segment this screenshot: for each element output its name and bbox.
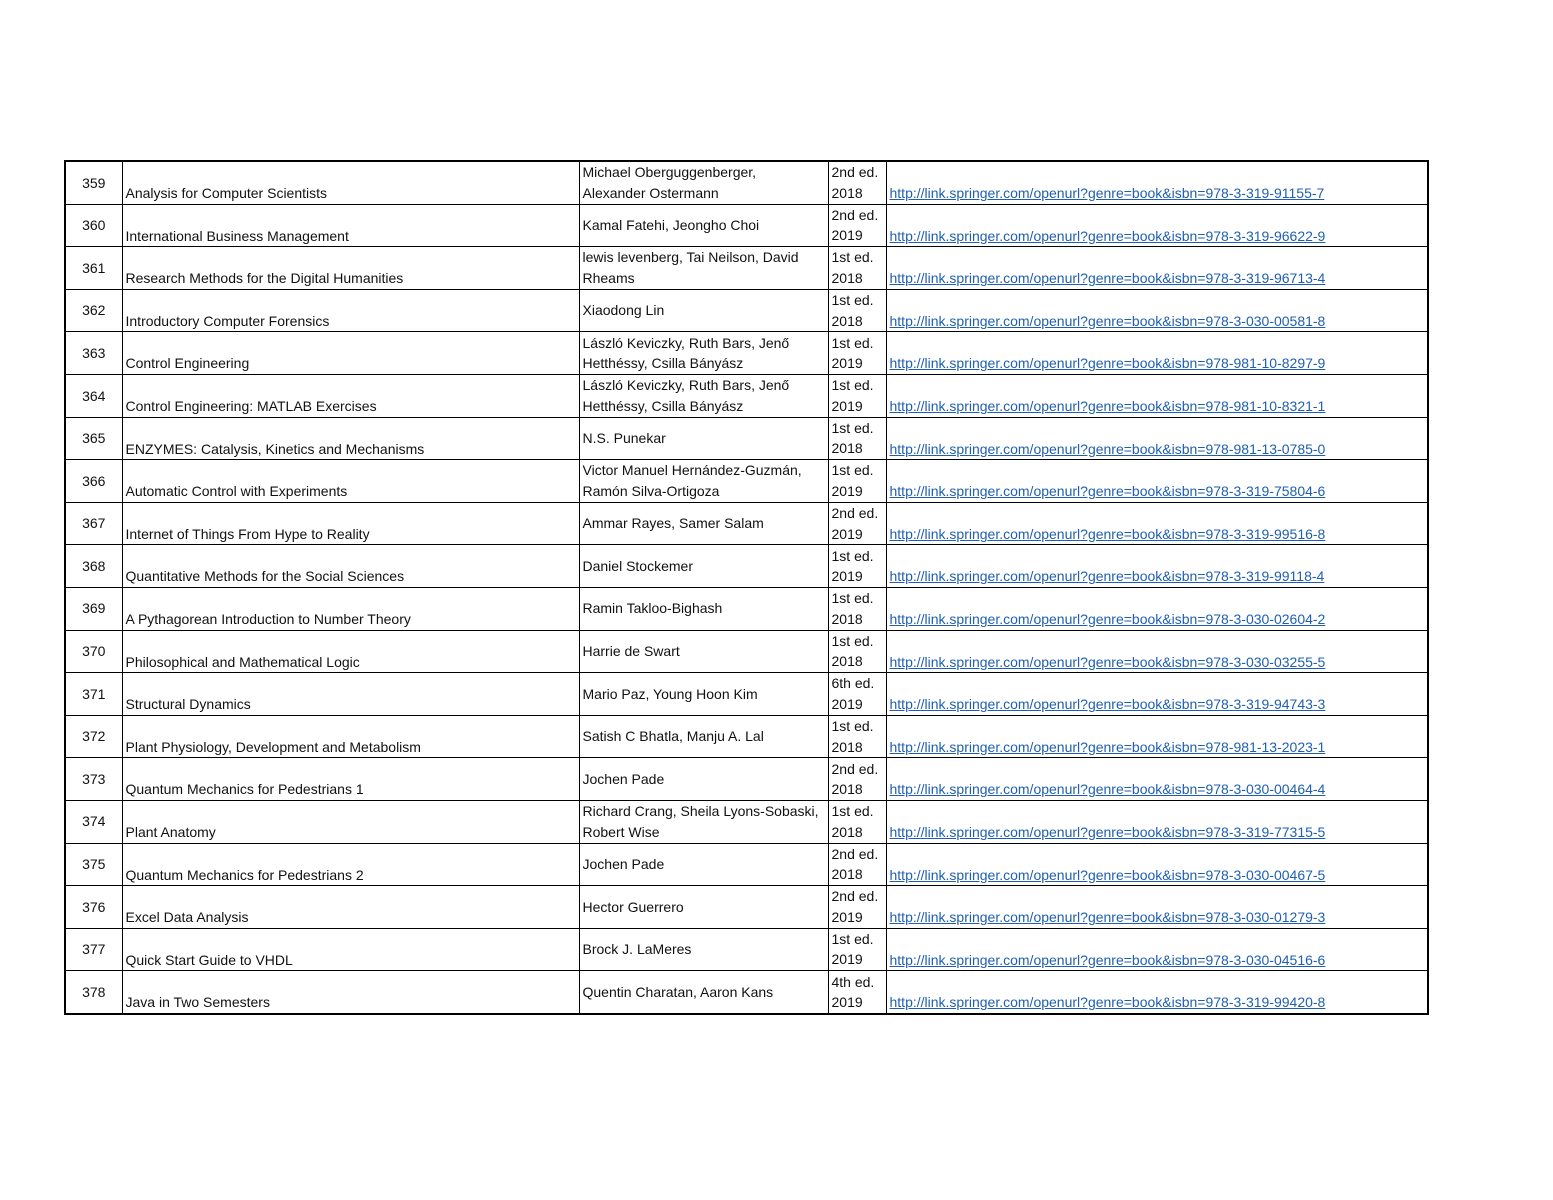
- edition: 1st ed.: [831, 590, 874, 607]
- edition: 1st ed.: [831, 419, 874, 436]
- table-row: [65, 630, 1428, 673]
- book-title: Structural Dynamics: [122, 673, 579, 716]
- authors-line-1: László Keviczky, Ruth Bars, Jenő: [582, 334, 790, 351]
- table-row: [65, 715, 1428, 758]
- table-row: [65, 673, 1428, 716]
- year: 2019: [831, 227, 863, 244]
- edition: 1st ed.: [831, 803, 874, 820]
- book-title: Java in Two Semesters: [122, 971, 579, 1014]
- row-number: 359: [65, 161, 122, 204]
- authors-line-1: lewis levenberg, Tai Neilson, David: [582, 249, 799, 266]
- book-link[interactable]: http://link.springer.com/openurl?genre=book&isbn=978-3-030-00467-5: [889, 866, 1326, 883]
- book-link[interactable]: http://link.springer.com/openurl?genre=book&isbn=978-981-13-0785-0: [889, 440, 1326, 457]
- book-link[interactable]: http://link.springer.com/openurl?genre=book&isbn=978-3-319-99118-4: [889, 568, 1325, 585]
- book-link[interactable]: http://link.springer.com/openurl?genre=book&isbn=978-3-030-03255-5: [889, 653, 1326, 670]
- book-link[interactable]: http://link.springer.com/openurl?genre=book&isbn=978-3-319-94743-3: [889, 696, 1326, 713]
- book-authors: [579, 161, 828, 204]
- book-table-container: [64, 160, 1427, 1015]
- table-row: [65, 545, 1428, 588]
- book-link-cell: [886, 289, 1428, 332]
- edition: 1st ed.: [831, 249, 874, 266]
- book-title: Introductory Computer Forensics: [122, 289, 579, 332]
- book-title: Plant Anatomy: [122, 800, 579, 843]
- edition: 2nd ed.: [831, 845, 879, 862]
- authors-line-2: Rheams: [582, 269, 635, 286]
- edition: 2nd ed.: [831, 760, 879, 777]
- book-edition-year: [828, 289, 886, 332]
- edition: 1st ed.: [831, 292, 874, 309]
- book-title: Research Methods for the Digital Humanities: [122, 247, 579, 290]
- row-number: 361: [65, 247, 122, 290]
- book-title: Quantum Mechanics for Pedestrians 1: [122, 758, 579, 801]
- edition: 1st ed.: [831, 462, 874, 479]
- book-link-cell: [886, 928, 1428, 971]
- authors-line-2: Ammar Rayes, Samer Salam: [582, 515, 764, 532]
- book-link[interactable]: http://link.springer.com/openurl?genre=book&isbn=978-981-10-8321-1: [889, 398, 1326, 415]
- book-link-cell: [886, 758, 1428, 801]
- book-edition-year: [828, 758, 886, 801]
- book-authors: [579, 204, 828, 247]
- book-link[interactable]: http://link.springer.com/openurl?genre=book&isbn=978-981-13-2023-1: [889, 738, 1326, 755]
- edition: 1st ed.: [831, 632, 874, 649]
- book-authors: [579, 502, 828, 545]
- book-edition-year: [828, 971, 886, 1014]
- book-title: Control Engineering: MATLAB Exercises: [122, 374, 579, 417]
- table-row: [65, 374, 1428, 417]
- book-title: Analysis for Computer Scientists: [122, 161, 579, 204]
- book-authors: [579, 758, 828, 801]
- book-title: International Business Management: [122, 204, 579, 247]
- book-link[interactable]: http://link.springer.com/openurl?genre=book&isbn=978-3-319-77315-5: [889, 824, 1326, 840]
- year: 2019: [831, 568, 863, 585]
- book-link[interactable]: http://link.springer.com/openurl?genre=book&isbn=978-3-030-00581-8: [889, 312, 1326, 329]
- book-link-cell: [886, 460, 1428, 503]
- edition: 6th ed.: [831, 675, 875, 692]
- row-number: 368: [65, 545, 122, 588]
- edition: 1st ed.: [831, 718, 874, 735]
- book-authors: [579, 886, 828, 929]
- book-link[interactable]: http://link.springer.com/openurl?genre=book&isbn=978-981-10-8297-9: [889, 355, 1326, 372]
- table-row: [65, 460, 1428, 503]
- book-edition-year: [828, 460, 886, 503]
- year: 2018: [831, 823, 863, 840]
- book-title: Control Engineering: [122, 332, 579, 375]
- book-link-cell: [886, 587, 1428, 630]
- book-link-cell: [886, 800, 1428, 843]
- book-edition-year: [828, 928, 886, 971]
- row-number: 360: [65, 204, 122, 247]
- table-row: [65, 758, 1428, 801]
- book-title: Quantum Mechanics for Pedestrians 2: [122, 843, 579, 886]
- authors-line-1: Michael Oberguggenberger,: [582, 164, 757, 181]
- book-link-cell: [886, 715, 1428, 758]
- edition: 2nd ed.: [831, 505, 879, 522]
- edition: 2nd ed.: [831, 888, 879, 905]
- edition: 1st ed.: [831, 334, 874, 351]
- book-authors: [579, 417, 828, 460]
- table-row: [65, 843, 1428, 886]
- book-edition-year: [828, 843, 886, 886]
- book-title: A Pythagorean Introduction to Number Theory: [122, 587, 579, 630]
- year: 2019: [831, 482, 863, 499]
- row-number: 370: [65, 630, 122, 673]
- authors-line-2: N.S. Punekar: [582, 430, 666, 447]
- book-link-cell: [886, 971, 1428, 1014]
- authors-line-1: László Keviczky, Ruth Bars, Jenő: [582, 377, 790, 394]
- table-row: [65, 204, 1428, 247]
- authors-line-2: Brock J. LaMeres: [582, 941, 692, 958]
- book-link-cell: [886, 161, 1428, 204]
- row-number: 377: [65, 928, 122, 971]
- table-row: [65, 971, 1428, 1014]
- book-authors: [579, 843, 828, 886]
- book-link-cell: [886, 374, 1428, 417]
- authors-line-2: Harrie de Swart: [582, 643, 680, 660]
- book-authors: [579, 374, 828, 417]
- year: 2018: [831, 312, 863, 329]
- book-link-cell: [886, 417, 1428, 460]
- table-row: [65, 886, 1428, 929]
- year: 2019: [831, 355, 863, 372]
- edition: 2nd ed.: [831, 206, 879, 223]
- book-authors: [579, 928, 828, 971]
- book-edition-year: [828, 587, 886, 630]
- authors-line-2: Mario Paz, Young Hoon Kim: [582, 685, 758, 702]
- year: 2018: [831, 866, 863, 883]
- book-link-cell: [886, 545, 1428, 588]
- year: 2019: [831, 908, 863, 925]
- book-link[interactable]: http://link.springer.com/openurl?genre=book&isbn=978-3-319-96622-9: [889, 227, 1326, 244]
- authors-line-2: Jochen Pade: [582, 856, 665, 873]
- book-edition-year: [828, 332, 886, 375]
- authors-line-2: Quentin Charatan, Aaron Kans: [582, 983, 774, 1000]
- book-title: Quantitative Methods for the Social Sciences: [122, 545, 579, 588]
- row-number: 364: [65, 374, 122, 417]
- book-link[interactable]: http://link.springer.com/openurl?genre=book&isbn=978-3-319-99516-8: [889, 525, 1326, 542]
- row-number: 372: [65, 715, 122, 758]
- book-link-cell: [886, 247, 1428, 290]
- row-number: 367: [65, 502, 122, 545]
- row-number: 373: [65, 758, 122, 801]
- authors-line-2: Xiaodong Lin: [582, 302, 665, 319]
- book-link[interactable]: http://link.springer.com/openurl?genre=book&isbn=978-3-030-00464-4: [889, 781, 1326, 798]
- book-authors: [579, 332, 828, 375]
- row-number: 365: [65, 417, 122, 460]
- table-row: [65, 417, 1428, 460]
- year: 2019: [831, 994, 863, 1011]
- authors-line-2: Ramón Silva-Ortigoza: [582, 482, 720, 499]
- book-title: Plant Physiology, Development and Metabolism: [122, 715, 579, 758]
- table-row: [65, 247, 1428, 290]
- row-number: 362: [65, 289, 122, 332]
- row-number: 375: [65, 843, 122, 886]
- year: 2018: [831, 738, 863, 755]
- year: 2019: [831, 397, 863, 414]
- book-authors: [579, 587, 828, 630]
- authors-line-1: Richard Crang, Sheila Lyons-Sobaski,: [582, 803, 819, 820]
- book-link[interactable]: http://link.springer.com/openurl?genre=book&isbn=978-3-319-91155-7: [889, 185, 1325, 202]
- authors-line-2: Daniel Stockemer: [582, 557, 693, 574]
- book-edition-year: [828, 886, 886, 929]
- book-title: Excel Data Analysis: [122, 886, 579, 929]
- year: 2018: [831, 653, 863, 670]
- book-edition-year: [828, 417, 886, 460]
- edition: 1st ed.: [831, 930, 874, 947]
- book-link[interactable]: http://link.springer.com/openurl?genre=book&isbn=978-3-030-04516-6: [889, 951, 1326, 968]
- authors-line-2: Robert Wise: [582, 823, 660, 840]
- year: 2019: [831, 951, 863, 968]
- book-authors: [579, 247, 828, 290]
- book-edition-year: [828, 204, 886, 247]
- row-number: 378: [65, 971, 122, 1014]
- book-edition-year: [828, 502, 886, 545]
- book-link-cell: [886, 204, 1428, 247]
- book-edition-year: [828, 630, 886, 673]
- edition: 1st ed.: [831, 377, 874, 394]
- book-link[interactable]: http://link.springer.com/openurl?genre=book&isbn=978-3-319-75804-6: [889, 483, 1326, 500]
- edition: 2nd ed.: [831, 164, 879, 181]
- year: 2019: [831, 525, 863, 542]
- book-link-cell: [886, 332, 1428, 375]
- row-number: 363: [65, 332, 122, 375]
- book-edition-year: [828, 161, 886, 204]
- authors-line-2: Hector Guerrero: [582, 898, 684, 915]
- book-authors: [579, 630, 828, 673]
- authors-line-1: Victor Manuel Hernández-Guzmán,: [582, 462, 802, 479]
- authors-line-2: Jochen Pade: [582, 770, 665, 787]
- book-edition-year: [828, 715, 886, 758]
- year: 2018: [831, 184, 863, 201]
- book-authors: [579, 715, 828, 758]
- table-row: [65, 502, 1428, 545]
- book-authors: [579, 460, 828, 503]
- authors-line-2: Alexander Ostermann: [582, 184, 719, 201]
- authors-line-2: Kamal Fatehi, Jeongho Choi: [582, 217, 760, 234]
- book-link-cell: [886, 673, 1428, 716]
- row-number: 371: [65, 673, 122, 716]
- book-link[interactable]: http://link.springer.com/openurl?genre=book&isbn=978-3-319-96713-4: [889, 270, 1326, 287]
- authors-line-2: Ramin Takloo-Bighash: [582, 600, 723, 617]
- year: 2018: [831, 440, 863, 457]
- row-number: 374: [65, 800, 122, 843]
- book-title: Internet of Things From Hype to Reality: [122, 502, 579, 545]
- book-edition-year: [828, 247, 886, 290]
- book-authors: [579, 289, 828, 332]
- book-link[interactable]: http://link.springer.com/openurl?genre=book&isbn=978-3-030-01279-3: [889, 909, 1326, 926]
- book-table: [64, 160, 1429, 1015]
- authors-line-2: Hetthéssy, Csilla Bányász: [582, 397, 744, 414]
- edition: 4th ed.: [831, 973, 875, 990]
- year: 2018: [831, 269, 863, 286]
- table-row: [65, 800, 1428, 843]
- table-row: [65, 332, 1428, 375]
- authors-line-2: Hetthéssy, Csilla Bányász: [582, 355, 744, 372]
- book-edition-year: [828, 673, 886, 716]
- table-row: [65, 289, 1428, 332]
- year: 2019: [831, 695, 863, 712]
- book-title: Automatic Control with Experiments: [122, 460, 579, 503]
- book-authors: [579, 545, 828, 588]
- table-row: [65, 928, 1428, 971]
- book-link-cell: [886, 502, 1428, 545]
- book-authors: [579, 971, 828, 1014]
- book-link[interactable]: http://link.springer.com/openurl?genre=book&isbn=978-3-319-99420-8: [889, 994, 1326, 1011]
- book-link-cell: [886, 886, 1428, 929]
- book-edition-year: [828, 374, 886, 417]
- book-authors: [579, 673, 828, 716]
- book-title: Philosophical and Mathematical Logic: [122, 630, 579, 673]
- book-edition-year: [828, 800, 886, 843]
- row-number: 376: [65, 886, 122, 929]
- table-row: [65, 161, 1428, 204]
- table-row: [65, 587, 1428, 630]
- year: 2018: [831, 781, 863, 798]
- book-link[interactable]: http://link.springer.com/openurl?genre=book&isbn=978-3-030-02604-2: [889, 611, 1326, 628]
- book-title: ENZYMES: Catalysis, Kinetics and Mechanisms: [122, 417, 579, 460]
- book-title: Quick Start Guide to VHDL: [122, 928, 579, 971]
- book-table-body: [65, 161, 1428, 1014]
- row-number: 366: [65, 460, 122, 503]
- book-authors: [579, 800, 828, 843]
- edition: 1st ed.: [831, 547, 874, 564]
- book-link-cell: [886, 630, 1428, 673]
- authors-line-2: Satish C Bhatla, Manju A. Lal: [582, 728, 764, 745]
- book-edition-year: [828, 545, 886, 588]
- row-number: 369: [65, 587, 122, 630]
- book-link-cell: [886, 843, 1428, 886]
- year: 2018: [831, 610, 863, 627]
